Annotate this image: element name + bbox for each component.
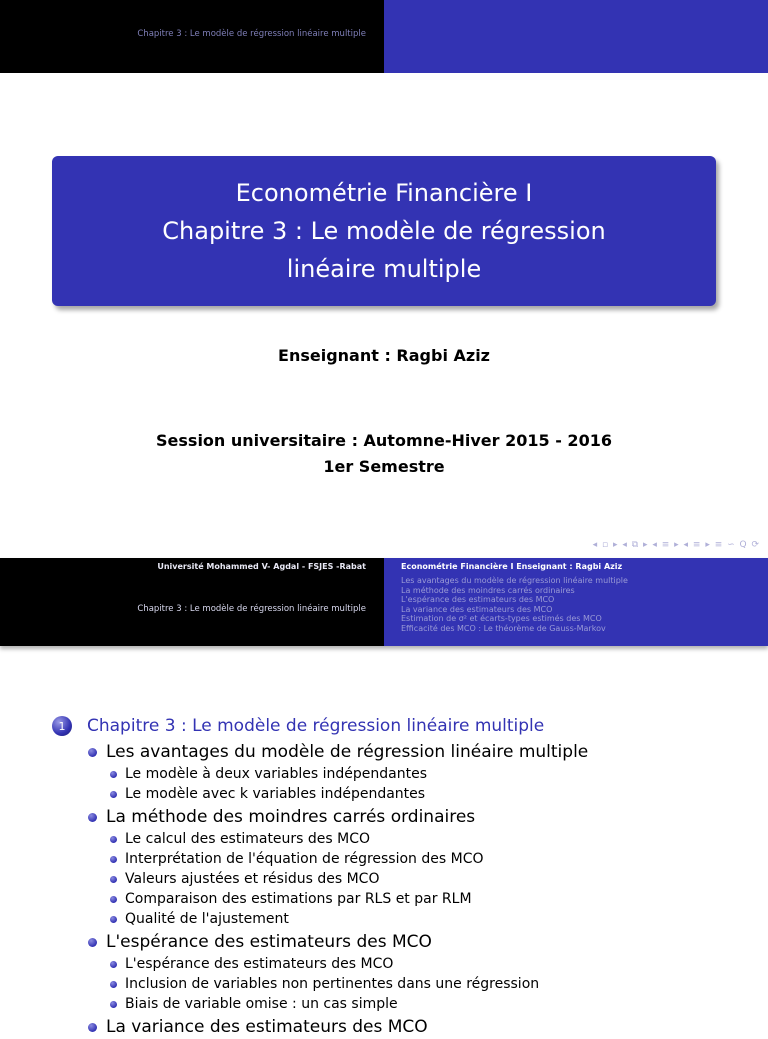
toc-item-label: Le calcul des estimateurs des MCO: [125, 831, 371, 847]
header-left-panel: [0, 0, 384, 73]
bullet-icon: [110, 916, 117, 923]
bullet-icon: [110, 896, 117, 903]
toc-subsection-title: La variance des estimateurs des MCO: [106, 1017, 428, 1037]
title-line-3: linéaire multiple: [286, 255, 482, 283]
section-link[interactable]: La méthode des moindres carrés ordinaires: [401, 585, 575, 595]
bullet-icon: [110, 1001, 117, 1008]
toc-item-label: Valeurs ajustées et résidus des MCO: [125, 871, 380, 887]
toc-section[interactable]: [52, 713, 752, 739]
title-line-2: Chapitre 3 : Le modèle de régression: [162, 217, 606, 245]
toc-item[interactable]: [110, 849, 752, 869]
toc-subsection-title: La méthode des moindres carrés ordinaires: [106, 807, 476, 827]
toc-item[interactable]: [110, 784, 752, 804]
beamer-navigation-icons[interactable]: ◂ ▫ ▸ ◂ ⧉ ▸ ◂ ≡ ▸ ◂ ≡ ▸ ≡ ∽ Q ⟳: [592, 540, 760, 550]
toc-item[interactable]: [110, 829, 752, 849]
toc-subsection[interactable]: [88, 740, 752, 764]
toc-section-title: Chapitre 3 : Le modèle de régression linéaire multiple: [87, 716, 545, 736]
bullet-icon: [110, 876, 117, 883]
toc-subsection[interactable]: [88, 1015, 752, 1039]
toc-subsection[interactable]: [88, 930, 752, 954]
section-link[interactable]: Estimation de σ² et écarts-types estimés des MCO: [401, 614, 602, 624]
section-link[interactable]: L'espérance des estimateurs des MCO: [401, 595, 555, 605]
toc-item-label: Qualité de l'ajustement: [125, 911, 289, 927]
bullet-icon: [110, 771, 117, 778]
slide-header: [0, 0, 768, 73]
toc-item[interactable]: [110, 994, 752, 1014]
bullet-icon: [110, 836, 117, 843]
header-left-panel: [0, 558, 384, 646]
course-title: Econométrie Financière I Enseignant : Ragbi Aziz: [401, 562, 623, 571]
toc-item-label: Interprétation de l'équation de régression des MCO: [125, 851, 484, 867]
toc-item[interactable]: [110, 974, 752, 994]
toc-item-label: Inclusion de variables non pertinentes dans une régression: [125, 976, 540, 992]
university-name: Université Mohammed V- Agdal - FSJES -Rabat: [157, 562, 366, 571]
section-navigation: [401, 576, 628, 634]
outline-slide: [0, 558, 768, 1037]
semester-line: 1er Semestre: [323, 457, 445, 476]
toc-item-label: Biais de variable omise : un cas simple: [125, 996, 398, 1012]
toc-item-label: L'espérance des estimateurs des MCO: [125, 956, 394, 972]
toc-item-label: Le modèle avec k variables indépendantes: [125, 786, 426, 802]
bullet-icon: [88, 938, 97, 947]
toc-item[interactable]: [110, 764, 752, 784]
header-right-panel: [384, 558, 768, 646]
slide-header: [0, 558, 768, 646]
section-number-ball: 1: [52, 716, 72, 736]
header-breadcrumb: Chapitre 3 : Le modèle de régression linéaire multiple: [137, 29, 366, 39]
session-line: Session universitaire : Automne-Hiver 2015 - 2016: [156, 431, 612, 450]
toc-item-label: Le modèle à deux variables indépendantes: [125, 766, 428, 782]
toc-subsection-title: Les avantages du modèle de régression linéaire multiple: [106, 742, 589, 762]
author: Enseignant : Ragbi Aziz: [278, 346, 490, 365]
toc-item-label: Comparaison des estimations par RLS et par RLM: [125, 891, 472, 907]
bullet-icon: [88, 813, 97, 822]
toc-item[interactable]: [110, 869, 752, 889]
header-breadcrumb[interactable]: Chapitre 3 : Le modèle de régression linéaire multiple: [137, 604, 366, 614]
toc-subsection[interactable]: [88, 805, 752, 829]
toc-item[interactable]: [110, 889, 752, 909]
header-right-panel: [384, 0, 768, 73]
toc-item[interactable]: [110, 909, 752, 929]
section-link[interactable]: Efficacité des MCO : Le théorème de Gauss-Markov: [401, 623, 606, 633]
bullet-icon: [110, 961, 117, 968]
toc-item[interactable]: [110, 954, 752, 974]
bullet-icon: [110, 856, 117, 863]
session-info: [0, 428, 768, 480]
toc-subsection-title: L'espérance des estimateurs des MCO: [106, 932, 432, 952]
section-link[interactable]: La variance des estimateurs des MCO: [401, 604, 553, 614]
bullet-icon: [110, 981, 117, 988]
title-line-1: Econométrie Financière I: [235, 179, 533, 207]
title-block: [52, 156, 716, 306]
section-link[interactable]: Les avantages du modèle de régression linéaire multiple: [401, 576, 628, 585]
bullet-icon: [110, 791, 117, 798]
table-of-contents: [52, 713, 752, 1039]
bullet-icon: [88, 748, 97, 757]
